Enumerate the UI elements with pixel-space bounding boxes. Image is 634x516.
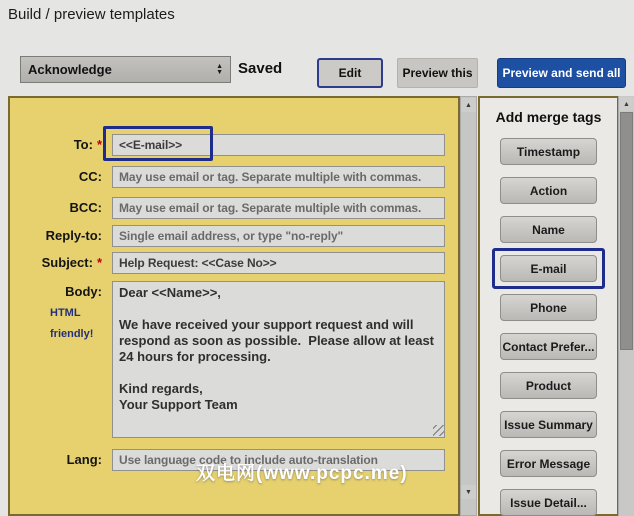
body-textarea[interactable]	[112, 281, 445, 438]
bcc-input[interactable]	[112, 197, 445, 219]
merge-tag-button-name[interactable]: Name	[500, 216, 597, 243]
bcc-label: BCC:	[69, 200, 102, 215]
select-spinner-icon: ▲ ▼	[216, 62, 223, 76]
edit-button[interactable]: Edit	[317, 58, 383, 88]
merge-tag-button-timestamp[interactable]: Timestamp	[500, 138, 597, 165]
template-select[interactable]	[20, 56, 231, 83]
html-friendly-note-line1: HTML	[50, 307, 81, 319]
merge-tag-button-error-message[interactable]: Error Message	[500, 450, 597, 477]
template-select-value: Acknowledge	[28, 62, 112, 77]
to-input[interactable]	[112, 134, 445, 156]
scroll-up-icon[interactable]: ▲	[461, 98, 476, 112]
watermark: 双电网(www.pcpc.me)	[196, 463, 408, 484]
reply-to-input[interactable]	[112, 225, 445, 247]
template-form-panel	[8, 96, 460, 516]
merge-tag-button-e-mail[interactable]: E-mail	[500, 255, 597, 282]
cc-label: CC:	[78, 169, 102, 184]
scroll-up-icon[interactable]: ▲	[619, 97, 634, 111]
merge-tag-button-action[interactable]: Action	[500, 177, 597, 204]
merge-tag-button-contact-prefer[interactable]: Contact Prefer...	[500, 333, 597, 360]
page-scrollbar[interactable]	[618, 96, 634, 516]
merge-tag-button-issue-detail[interactable]: Issue Detail...	[500, 489, 597, 516]
page-title: Build / preview templates	[8, 6, 175, 23]
subject-label: Subject: *	[41, 255, 102, 270]
merge-tags-heading: Add merge tags	[495, 109, 602, 125]
status-saved: Saved	[238, 60, 283, 77]
html-friendly-note-line2: friendly!	[50, 328, 94, 340]
merge-tag-button-issue-summary[interactable]: Issue Summary	[500, 411, 597, 438]
required-asterisk: *	[96, 137, 102, 152]
to-label: To: *	[73, 137, 102, 152]
merge-tags-sidebar	[478, 96, 619, 516]
scroll-down-icon[interactable]: ▼	[461, 485, 476, 499]
preview-and-send-all-button[interactable]: Preview and send all	[497, 58, 626, 88]
required-asterisk: *	[96, 255, 102, 270]
reply-to-label: Reply-to:	[45, 228, 102, 243]
merge-tag-button-product[interactable]: Product	[500, 372, 597, 399]
subject-input[interactable]	[112, 252, 445, 274]
lang-label: Lang:	[66, 452, 102, 467]
body-label: Body:	[65, 284, 102, 299]
scrollbar-thumb[interactable]	[620, 112, 633, 350]
textarea-resize-grip-icon[interactable]	[433, 425, 444, 436]
preview-this-button[interactable]: Preview this	[397, 58, 478, 88]
merge-tag-button-phone[interactable]: Phone	[500, 294, 597, 321]
form-scrollbar[interactable]	[460, 96, 477, 516]
cc-input[interactable]	[112, 166, 445, 188]
